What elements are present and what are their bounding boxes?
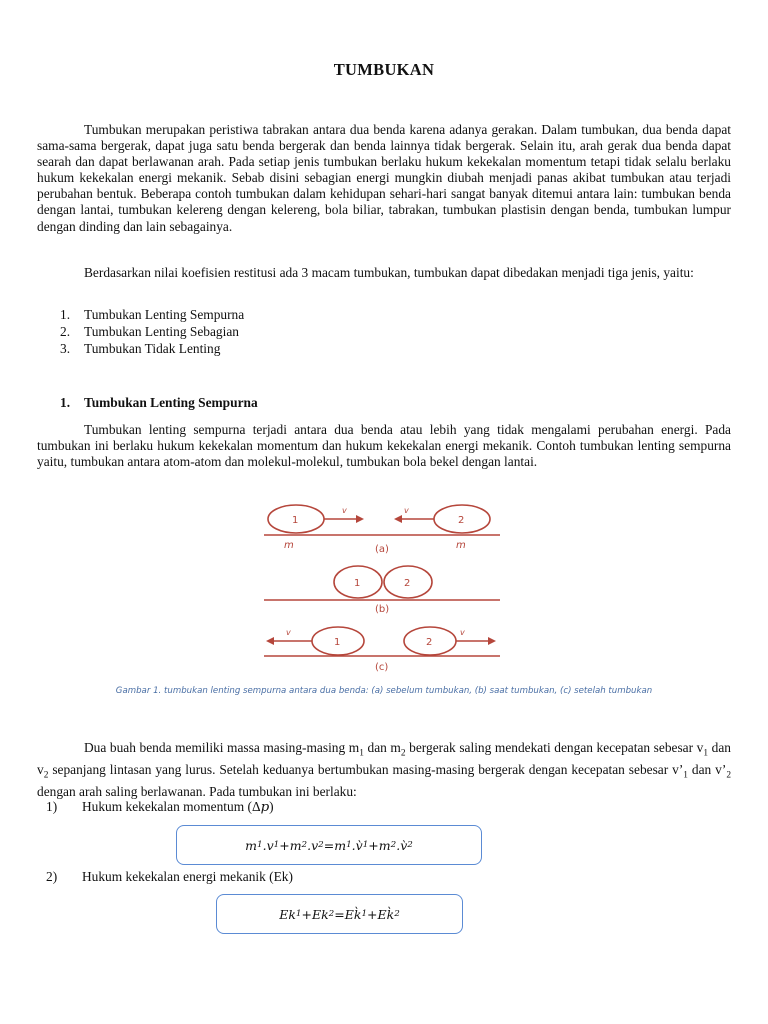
types-intro-paragraph: Berdasarkan nilai koefisien restitusi ada 3 macam tumbukan, tumbukan dapat dibedakan menjadi tiga jenis, yaitu: xyxy=(84,265,694,280)
v2-label-c: v xyxy=(460,628,465,637)
list-item: 1. Tumbukan Lenting Sempurna xyxy=(60,307,245,322)
energy-equation-box: Ek 1 + Ek 2 = Ek̀ 1 + Ek̀ 2 xyxy=(216,894,463,934)
ball-2-label-b: 2 xyxy=(404,578,411,589)
page-title: TUMBUKAN xyxy=(333,60,435,79)
collision-types-list xyxy=(60,306,244,357)
ball-2-label-a: 2 xyxy=(458,515,465,526)
list-item: 3. Tumbukan Tidak Lenting xyxy=(60,341,221,356)
ball-1-label-c: 1 xyxy=(334,637,341,648)
ball-1-label-b: 1 xyxy=(354,578,361,589)
law-momentum: 1) Hukum kekekalan momentum (Δp) xyxy=(46,799,274,815)
list-item: 2. Tumbukan Lenting Sebagian xyxy=(60,324,239,339)
ball-2-label-c: 2 xyxy=(426,637,433,648)
v1-label-c: v xyxy=(286,628,291,637)
label-b: (b) xyxy=(375,604,390,615)
elastic-paragraph: Tumbukan lenting sempurna terjadi antara dua benda atau lebih yang tidak mengalami perubahan energi. Pada tumbukan ini berlaku hukum kekekalan momentum dan hukum kekekalan energi mekanik. Contoh tumbukan lenting sempurna yaitu, tumbukan antara atom-atom dan molekul-molekul, tumbukan bola bekel dengan lantai. xyxy=(37,422,731,470)
figure-caption: Gambar 1. tumbukan lenting sempurna antara dua benda: (a) sebelum tumbukan, (b) saat tumbukan, (c) setelah tumbukan xyxy=(115,686,653,696)
mass-1-label: m xyxy=(284,540,294,551)
mass-2-label: m xyxy=(456,540,466,551)
v1-label-a: v xyxy=(342,506,347,515)
collision-figure xyxy=(258,498,508,674)
label-a: (a) xyxy=(375,544,389,555)
intro-paragraph: Tumbukan merupakan peristiwa tabrakan antara dua benda karena adanya gerakan. Dalam tumbukan, dua benda dapat sama-sama bergerak, dapat juga satu benda bergerak dan benda lainnya tidak bergerak. Selain itu, arah gerak dua benda dapat searah dan dapat berlawanan arah. Pada setiap jenis tumbukan berlaku hukum kekekalan momentum tetapi tidak selalu berlaku hukum kekekalan energi mekanik. Sebab disini sebagian energi mungkin diubah menjadi panas akibat tumbukan atau terjadi perubahan bentuk. Beberapa contoh tumbukan dalam kehidupan sehari-hari sangat banyak ditemui antara lain: tumbukan benda dengan lantai, tumbukan kelereng dengan kelereng, bola biliar, tabrakan, tumbukan plastisin dengan benda, tumbukan lumpur dengan dinding dan lain sebagainya. xyxy=(37,122,731,234)
ball-1-label-a: 1 xyxy=(292,515,299,526)
label-c: (c) xyxy=(375,662,389,673)
momentum-equation-box: m 1 . v 1 + m 2 . v 2 = m 1 . v̀ 1 + m 2 . v̀ 2 xyxy=(176,825,482,865)
collision-description-paragraph: Dua buah benda memiliki massa masing-masing $m_1$ dan $m_2$ bergerak saling mendekati dengan kecepatan sebesar $v_1$ dan $v_2$ sepanjang lintasan yang lurus. Setelah keduanya bertumbukan masing-masing bergerak dengan kecepatan sebesar $v’_1$ dan $v’_2$ dengan arah saling berlawanan. Pada tumbukan ini berlaku: xyxy=(37,740,731,799)
law-energy: 2) Hukum kekekalan energi mekanik (Ek) xyxy=(46,869,293,884)
v2-label-a: v xyxy=(404,506,409,515)
section-heading: 1. Tumbukan Lenting Sempurna xyxy=(60,395,258,410)
